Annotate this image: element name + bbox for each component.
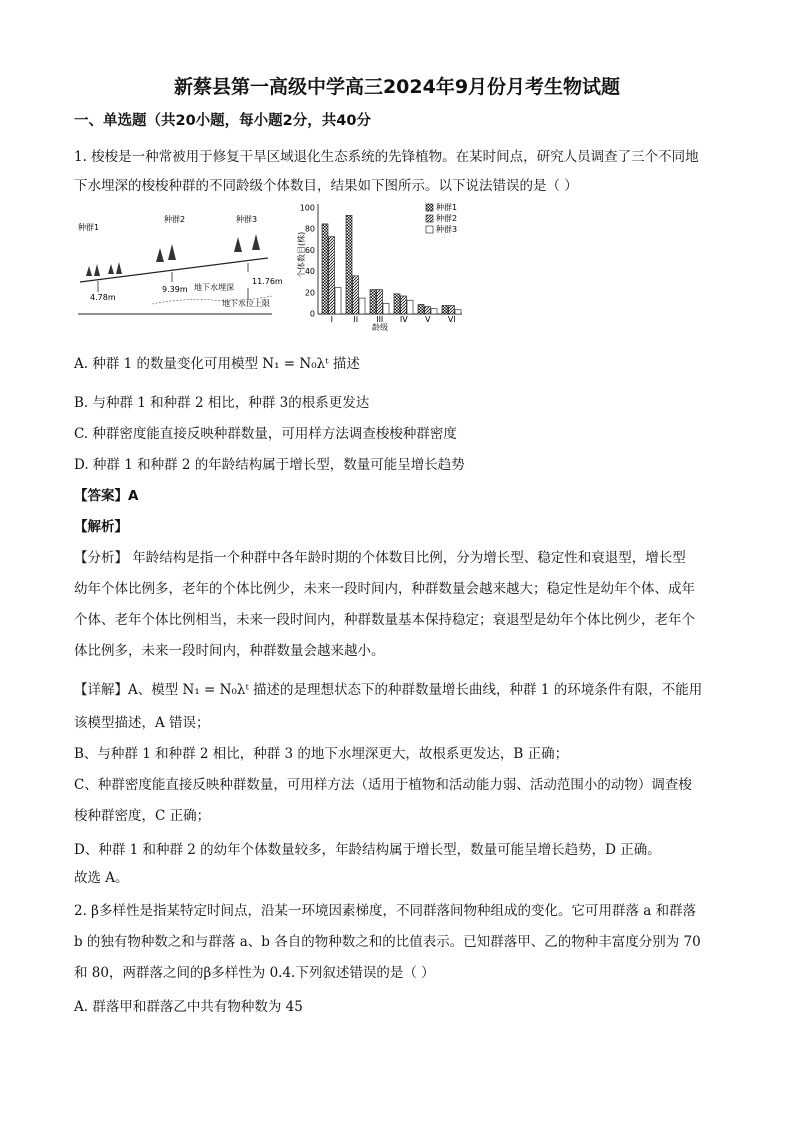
y-tick-label: 80 [304,224,315,234]
x-tick-label: I [330,315,333,324]
q2-stem-line: b 的独有物种数之和与群落 a、b 各自的物种数之和的比值表示。已知群落甲、乙的物种丰富度分别为 70 [74,934,701,950]
depth-label: 9.39m [162,285,188,294]
groundwater-diagram [78,214,283,314]
y-tick-label: 20 [304,288,315,298]
legend-label: 种群1 [436,203,458,212]
q1-answer: 【答案】A [74,488,139,504]
q1-detail-line: D、种群 1 和种群 2 的幼年个体数量较多，年龄结构属于增长型，数量可能呈增长趋势，D 正确。 [74,842,661,858]
x-tick-label: II [353,315,359,324]
bar [407,300,413,314]
bar [370,290,376,314]
q1-figure [72,196,492,336]
x-tick-label: IV [399,315,408,324]
q1-stem-line: 1. 梭梭是一种常被用于修复干旱区域退化生态系统的先锋植物。在某时间点，研究人员调查了三个不同地 [74,149,699,165]
y-tick-label: 100 [299,203,315,213]
x-tick-label: III [376,315,384,324]
bar-chart [296,202,462,332]
q1-stem-line: 下水埋深的梭梭种群的不同龄级个体数目，结果如下图所示。以下说法错误的是（ ） [74,178,578,194]
y-tick-label: 60 [304,245,315,255]
q1-option-b: B. 与种群 1 和种群 2 相比，种群 3的根系更发达 [74,395,370,411]
y-tick-label: 40 [304,267,315,277]
x-tick-label: VI [447,315,456,324]
bar [425,307,431,314]
depth-label: 4.78m [90,293,116,302]
pop-label: 种群2 [164,215,186,224]
bar [335,288,341,315]
bar [455,310,461,314]
bar [377,290,383,314]
bar [359,298,365,314]
bar [394,294,400,314]
section-heading: 一、单选题（共20小题，每小题2分，共40分 [74,113,371,129]
bar [401,296,407,314]
page-title: 新蔡县第一高级中学高三2024年9月份月考生物试题 [173,76,621,98]
q1-analysis-line: 幼年个体比例多，老年的个体比例少，未来一段时间内，种群数量会越来越大；稳定性是幼年个体、成年 [74,581,695,597]
q1-detail-line: 故选 A。 [74,870,129,886]
depth-name-label: 地下水埋深 [194,283,234,292]
depth-label: 11.76m [252,277,283,286]
q1-analysis-label: 【解析】 [74,519,128,535]
bar [329,237,335,314]
bar [449,306,455,314]
legend-swatch [426,215,433,222]
legend-swatch [426,226,433,233]
bar [418,304,424,314]
bar [431,309,437,314]
q1-option-d: D. 种群 1 和种群 2 的年龄结构属于增长型，数量可能呈增长趋势 [74,457,465,473]
q1-detail-line: C、种群密度能直接反映种群数量，可用样方法（适用于植物和活动能力弱、活动范围小的动物）调查梭 [74,777,692,793]
plant-icon [234,234,260,252]
bar [346,215,352,314]
q1-analysis-line: 【分析】 年龄结构是指一个种群中各年龄时期的个体数目比例，分为增长型、稳定性和衰退型，增长型 [74,550,686,566]
bar [383,303,389,314]
q1-detail-line: 该模型描述，A 错误； [74,715,210,731]
legend-label: 种群2 [436,214,458,223]
q1-analysis-line: 个体、老年个体比例相当，未来一段时间内，种群数量基本保持稳定；衰退型是幼年个体比例少，老年个 [74,612,695,628]
limit-label: 地下水位上限 [222,299,270,308]
legend-swatch [426,204,433,211]
q2-stem-line: 2. β多样性是指某特定时间点，沿某一环境因素梯度，不同群落间物种组成的变化。它可用群落 a 和群落 [74,903,697,919]
q1-detail-line: B、与种群 1 和种群 2 相比，种群 3 的地下水埋深更大，故根系更发达，B 正确； [74,746,569,762]
q2-option-a: A. 群落甲和群落乙中共有物种数为 45 [74,999,303,1015]
legend-label: 种群3 [436,225,458,234]
y-axis-label: 个体数目(株) [297,231,306,278]
bar [442,306,448,314]
q1-option-c: C. 种群密度能直接反映种群数量，可用样方法调查梭梭种群密度 [74,426,457,442]
plant-icon [86,262,122,276]
y-tick-label: 0 [309,309,315,319]
plant-icon [156,244,176,262]
x-axis-label: 龄级 [372,323,388,332]
q2-stem-line: 和 80，两群落之间的β多样性为 0.4.下列叙述错误的是（ ） [74,965,435,981]
bar [353,276,359,314]
q1-detail-line: 梭种群密度，C 正确； [74,808,211,824]
pop-label: 种群1 [78,223,100,232]
q1-detail-line: 【详解】A、模型 N₁ = N₀λᵗ 描述的是理想状态下的种群数量增长曲线，种群 1 的环境条件有限，不能用 [74,682,703,698]
q1-option-a: A. 种群 1 的数量变化可用模型 N₁ = N₀λᵗ 描述 [74,356,360,372]
pop-label: 种群3 [236,215,258,224]
x-tick-label: V [425,315,431,324]
q1-analysis-line: 体比例多，未来一段时间内，种群数量会越来越小。 [74,643,385,659]
bar [322,224,328,314]
